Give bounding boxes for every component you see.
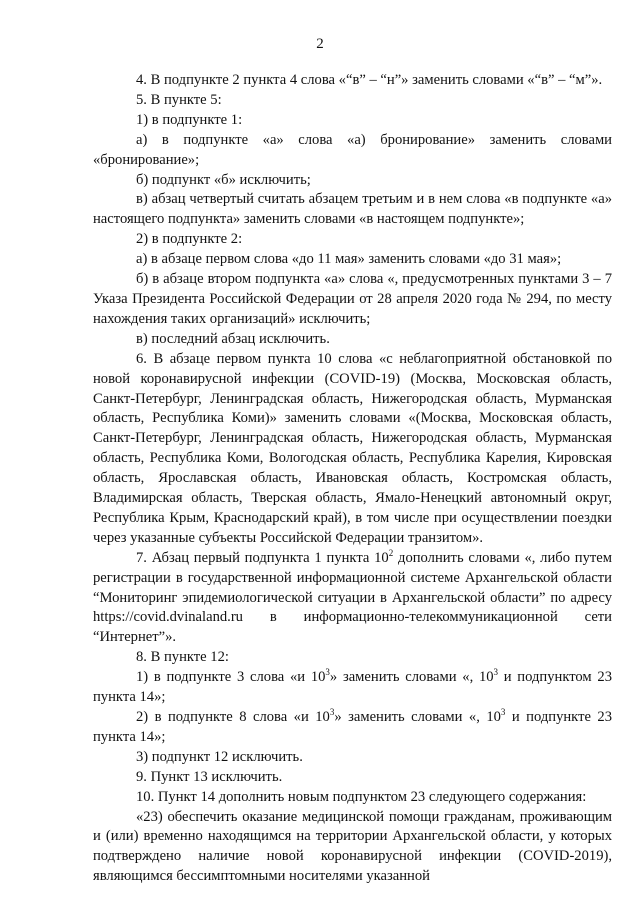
paragraph-item-10: 10. Пункт 14 дополнить новым подпунктом 23 следующего содержания:	[136, 788, 587, 805]
paragraph-subitem-5-2-a: а) в абзаце первом слова «до 11 мая» заменить словами «до 31 мая»;	[136, 251, 562, 268]
paragraph-subitem-8-2: 2) в подпункте 8 слова «и $10^3$» заменить словами «, $10^3$ и подпункте 23 пункта 14»;	[93, 707, 612, 745]
paragraph-subitem-5-1-a: а) в подпункте «а» слова «а) бронирование» заменить словами «бронирование»;	[93, 131, 612, 168]
paragraph-item-6: 6. В абзаце первом пункта 10 слова «с неблагоприятной обстановкой по новой коронавирусной инфекции (COVID-19) (Москва, Московская область, Санкт-Петербург, Ленинградская область, Нижегородская область, Мурманская область, Республика Коми)» заменить словами «(Москва, Московская область, Санкт-Петербург, Ленинградская область, Нижегородская область, Мурманская область, Республика Коми, Вологодская область, Республика Карелия, Кировская область, Ярославская область, Ивановская область, Костромская область, Владимирская область, Тверская область, Ямало-Ненецкий автономный округ, Республика Крым, Краснодарский край), в том числе при осуществлении поездки через указанные субъекты Российской Федерации транзитом».	[93, 350, 612, 546]
paragraph-item-7: 7. Абзац первый подпункта 1 пункта $10^2$ дополнить словами «, либо путем регистрации в государственной информационной системе Архангельской области “Мониторинг эпидемиологической ситуации в Архангельской области” по адресу https://covid.dvinaland.ru в информационно-телекоммуникационной сети “Интернет”».	[93, 547, 612, 646]
paragraph-item-9: 9. Пункт 13 исключить.	[136, 768, 283, 785]
paragraph-item-5: 5. В пункте 5:	[136, 91, 222, 108]
paragraph-subitem-5-1-b: б) подпункт «б» исключить;	[136, 171, 311, 188]
paragraph-subitem-5-1: 1) в подпункте 1:	[136, 111, 243, 128]
paragraph-subitem-5-1-v: в) абзац четвертый считать абзацем третьим и в нем слова «в подпункте «а» настоящего подпункта» заменить словами «в настоящем подпункте»;	[93, 191, 612, 228]
page-number: 2	[316, 36, 324, 52]
paragraph-subitem-5-2: 2) в подпункте 2:	[136, 231, 243, 248]
paragraph-subitem-8-1: 1) в подпункте 3 слова «и $10^3$» заменить словами «, $10^3$ и подпунктом 23 пункта 14»;	[93, 667, 612, 706]
paragraph-subitem-8-3: 3) подпункт 12 исключить.	[136, 748, 303, 765]
paragraph-subitem-5-2-v: в) последний абзац исключить.	[136, 330, 330, 347]
paragraph-item-4: 4. В подпункте 2 пункта 4 слова «“в” – “н”» заменить словами «“в” – “м”».	[136, 72, 603, 88]
paragraph-item-8: 8. В пункте 12:	[136, 649, 229, 666]
paragraph-subitem-23: «23) обеспечить оказание медицинской помощи гражданам, проживающим и (или) временно находящимся на территории Архангельской области, у которых подтверждено наличие новой коронавирусной инфекции (COVID-2019), являющимся бессимптомными носителями указанной	[93, 808, 612, 885]
paragraph-subitem-5-2-b: б) в абзаце втором подпункта «а» слова «, предусмотренных пунктами 3 – 7 Указа Президента Российской Федерации от 28 апреля 2020 года № 294, по месту нахождения таких организаций» исключить;	[93, 271, 612, 327]
document-body	[93, 71, 612, 887]
